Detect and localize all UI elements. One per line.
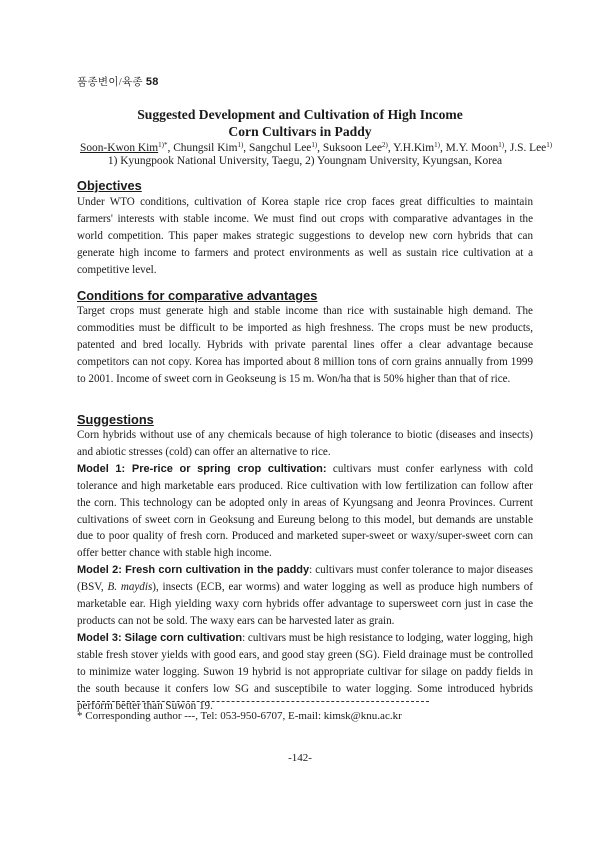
model3-text: : cultivars must be high resistance to lodging, water logging, high stable fresh stover yields with good ears, and good stay green (SG). Field drainage must be controlled to minimize water logging. Suwon 19 hybrid is not appropriate cultivar for silage on paddy fields in the south because it confers low SG and susceptibile to water logging. Some introduced hybrids perform better than Suwon 19. [77, 631, 533, 712]
author-name: Y.H.Kim [393, 142, 435, 154]
author-sup: 1) [311, 141, 318, 149]
model1-paragraph [77, 461, 533, 562]
suggestions-text [77, 427, 533, 714]
footnote-divider [77, 701, 429, 702]
header-tag-number: 58 [145, 76, 159, 88]
model2-italic: B. maydis [107, 581, 153, 594]
conditions-paragraph: Target crops must generate high and stable income than rice with sustainable high demand. The commodities must be difficult to be imported as high freshness. The crops must be new products, patented and bred locally. Hybrids with private parental lines offer a clear advantage because competitors can not copy. Korea has imported about 8 million tons of corn grains annually from 1999 to 2001. Income of sweet corn in Geokseung is 15 m. Won/ha that is 50% higher than that of rice. [77, 305, 533, 385]
header-tag-text: 품종변이/육종 [77, 77, 143, 88]
model2-lead: Model 2: Fresh corn cultivation in the paddy [77, 564, 310, 577]
footnote: * Corresponding author ---, Tel: 053-950-6707, E-mail: kimsk@knu.ac.kr [77, 710, 402, 722]
objectives-text [77, 194, 533, 279]
author-name: Chungsil Kim [173, 142, 238, 154]
objectives-heading: Objectives [77, 178, 142, 193]
conditions-heading: Conditions for comparative advantages [77, 288, 318, 303]
header-tag [77, 74, 159, 89]
author-sup: 1) [434, 141, 440, 149]
model2-text-b: ), insects (ECB, ear worms) and water logging as well as produce high numbers of marketable ear. High yielding waxy corn hybrids offer advantage to supersweet corn just in case the products can not be sold. The waxy ears can be harvested later as grain. [77, 581, 533, 627]
model1-lead: Model 1: Pre-rice or spring crop cultivation: [77, 462, 327, 475]
page-number: -142- [288, 752, 312, 764]
model1-text: cultivars must confer earlyness with cold tolerance and high marketable ears produced. Rice cultivation with low fertilization can follow after the corn. This technology can be adopted only in areas of Kyungsang and Jeonra Provinces. Current cultivations of sweet corn in Geoksung and Eureung belong to this model, but demands are unstable due to poor quality of fresh corn. Produced and marketed super-sweet or waxy/super-sweet corn can offer better chance with stable high income. [77, 462, 533, 560]
suggestions-intro: Corn hybrids without use of any chemicals because of high tolerance to biotic (diseases and insects) and abiotic stresses (cold) can offer an alternative to rice. [77, 429, 533, 458]
author-list: Soon-Kwon Kim$^{1)*}$, Chungsil Kim$^{1)}$, Sangchul Lee$^{1)}$, Suksoon Lee$^{2)}$, Y.H.Kim$^{1)}$, M.Y. Moon$^{1)}$, J.S. Lee$^{1)}$ [80, 141, 553, 154]
author-name: M.Y. Moon [445, 142, 499, 154]
suggestions-heading: Suggestions [77, 412, 154, 427]
author-sup: 1)* [158, 141, 168, 149]
author-name: Soon-Kwon Kim [80, 142, 159, 154]
author-sup: 2) [382, 141, 388, 149]
paper-title-line1: Suggested Development and Cultivation of High Income [137, 107, 463, 122]
model2-text-a: : cultivars must confer tolerance to major diseases (BSV, [77, 564, 533, 594]
objectives-paragraph: Under WTO conditions, cultivation of Korea staple rice crop faces great difficulties to maintain farmers' interests with stable income. We must find out crops with comparative advantages in the world competition. This paper makes strategic suggestions to develop new corn hybrids that can generate high income to farmers and protect environments as well as sustain rice cultivation at a competitive level. [77, 196, 533, 276]
model2-paragraph [77, 562, 533, 630]
author-sup: 1) [546, 141, 553, 149]
author-name: Sangchul Lee [249, 142, 312, 154]
paper-title-line2: Corn Cultivars in Paddy [228, 124, 372, 139]
author-sup: 1) [237, 141, 244, 149]
author-sup: 1) [498, 141, 505, 149]
author-name: J.S. Lee [509, 142, 547, 154]
author-name: Suksoon Lee [322, 142, 383, 154]
conditions-text [77, 303, 533, 388]
model3-lead: Model 3: Silage corn cultivation [77, 631, 243, 644]
affiliations: 1) Kyungpook National University, Taegu, 2) Youngnam University, Kyungsan, Korea [107, 155, 503, 167]
